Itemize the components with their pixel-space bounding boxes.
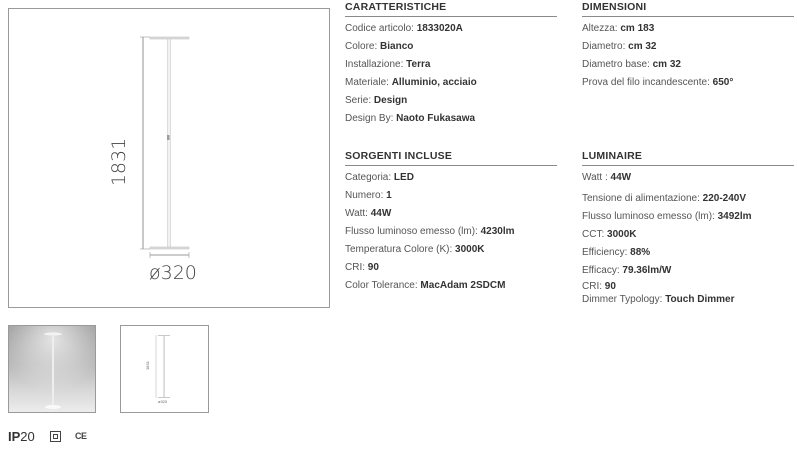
spec-row: Numero: 1: [345, 190, 392, 201]
spec-row: Tensione di alimentazione: 220-240V: [582, 193, 747, 204]
height-dimension-label: 1831: [108, 137, 131, 187]
spec-row: Categoria: LED: [345, 172, 414, 183]
spec-row: Diametro base: cm 32: [582, 59, 681, 70]
spec-row: CCT: 3000K: [582, 229, 637, 240]
spec-list: [345, 23, 557, 131]
spec-list: [345, 172, 557, 298]
spec-row: Colore: Bianco: [345, 41, 414, 52]
section-dimensioni: [582, 1, 794, 95]
spec-row: Color Tolerance: MacAdam 2SDCM: [345, 280, 506, 291]
spec-row: Diametro: cm 32: [582, 41, 657, 52]
thumbnail-height-label: 1831: [144, 361, 150, 370]
spec-list: [582, 172, 794, 308]
spec-row: Installazione: Terra: [345, 59, 431, 70]
section-divider: [345, 16, 557, 17]
lamp-photo-svg: [9, 326, 96, 413]
spec-row: Design By: Naoto Fukasawa: [345, 113, 476, 124]
spec-row: Prova del filo incandescente: 650°: [582, 77, 734, 88]
spec-row: Efficiency: 88%: [582, 247, 651, 258]
lamp-dimmer: [167, 135, 170, 140]
thumbnail-photo[interactable]: [8, 325, 96, 413]
section-divider: [582, 165, 794, 166]
section-caratteristiche: [345, 1, 557, 131]
spec-row: Serie: Design: [345, 95, 408, 106]
lamp-stem: [168, 39, 171, 247]
section-divider: [345, 165, 557, 166]
spec-row: Altezza: cm 183: [582, 23, 655, 34]
ip-rating: IP20: [8, 429, 35, 444]
spec-row: Watt : 44W: [582, 172, 632, 183]
diameter-dimension-label: ø320: [149, 262, 197, 284]
ce-mark-icon: CE: [75, 431, 87, 441]
thumbnail-drawing[interactable]: [120, 325, 209, 413]
section-title: CARATTERISTICHE: [345, 1, 447, 13]
spec-row: Efficacy: 79.36lm/W: [582, 265, 672, 276]
spec-row: Temperatura Colore (K): 3000K: [345, 244, 485, 255]
section-luminaire: [582, 150, 794, 308]
section-title: LUMINAIRE: [582, 150, 643, 162]
spec-row: Flusso luminoso emesso (lm): 3492lm: [582, 211, 752, 222]
double-insulation-icon: [50, 431, 61, 442]
spec-row: Codice articolo: 1833020A: [345, 23, 463, 34]
thumbnail-diameter-label: ø320: [158, 399, 168, 404]
section-title: DIMENSIONI: [582, 1, 647, 13]
section-title: SORGENTI INCLUSE: [345, 150, 453, 162]
section-divider: [582, 16, 794, 17]
spec-row: Dimmer Typology: Touch Dimmer: [582, 294, 735, 305]
spec-row: Watt: 44W: [345, 208, 392, 219]
spec-list: [582, 23, 794, 95]
spec-row: CRI: 90: [582, 281, 616, 292]
spec-row: Flusso luminoso emesso (lm): 4230lm: [345, 226, 515, 237]
spec-row: Materiale: Alluminio, acciaio: [345, 77, 477, 88]
spec-row: CRI: 90: [345, 262, 379, 273]
technical-drawing: [8, 8, 330, 308]
lamp-base: [150, 247, 189, 249]
section-sorgenti-incluse: [345, 150, 557, 298]
